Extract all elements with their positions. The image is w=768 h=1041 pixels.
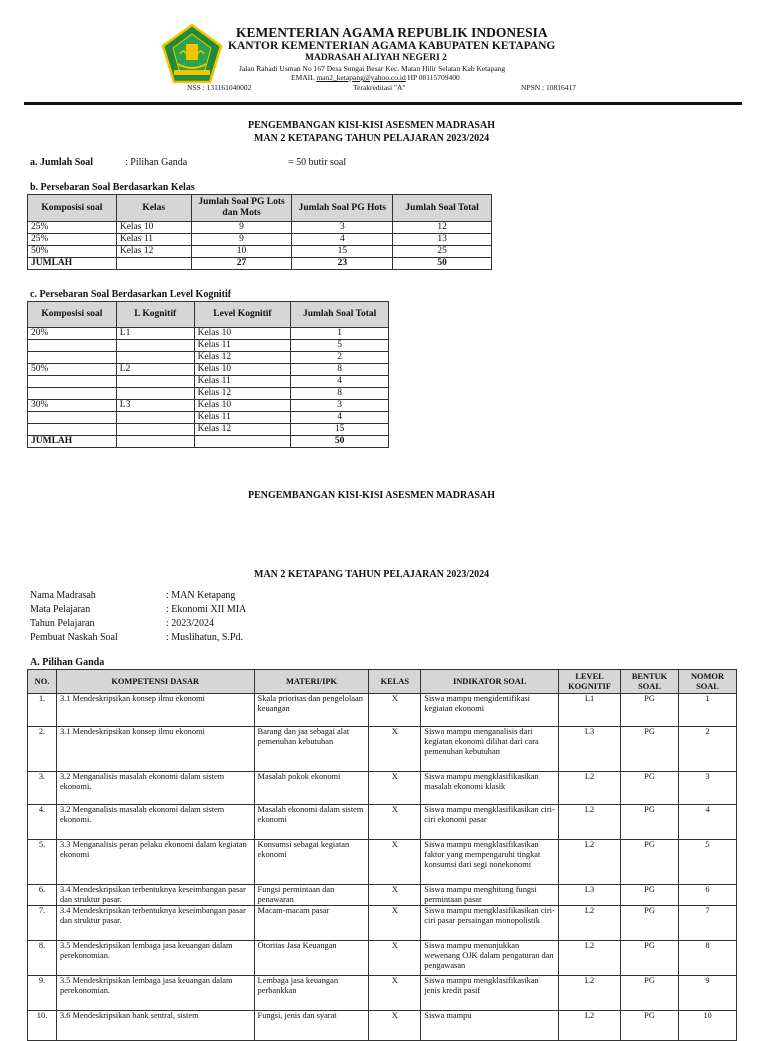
cell: Siswa mampu mengklasifikasikan masalah ekonomi klasik <box>421 772 559 805</box>
table-row <box>28 424 389 436</box>
cell: 4 <box>291 412 389 424</box>
table-header: Jumlah Soal Total <box>393 195 492 222</box>
table-persebaran-level <box>27 301 389 448</box>
cell <box>116 436 194 448</box>
cell: 50% <box>28 364 117 376</box>
section-a-title: A. Pilihan Ganda <box>30 657 105 668</box>
section-b-title: b. Persebaran Soal Berdasarkan Kelas <box>30 182 195 193</box>
cell <box>116 376 194 388</box>
cell: Macam-macam pasar <box>254 906 369 941</box>
header-contact: EMAIL man2_ketapang@yahoo.co.id HP 08115709400 <box>291 73 460 82</box>
cell: 50 <box>393 258 492 270</box>
cell: Siswa mampu mengidentifikasi kegiatan ekonomi <box>421 694 559 727</box>
cell: 25% <box>28 222 117 234</box>
cell: 15 <box>291 424 389 436</box>
cell: 27 <box>191 258 292 270</box>
doc-title-4: MAN 2 KETAPANG TAHUN PELAJARAN 2023/2024 <box>254 569 490 580</box>
header-npsn: NPSN : 10816417 <box>521 83 577 92</box>
cell: PG <box>621 941 679 976</box>
cell: PG <box>621 772 679 805</box>
table-row <box>28 400 389 412</box>
cell: 2. <box>28 727 57 772</box>
header-address: Jalan Rahadi Usman No 167 Desa Sungai Besar Kec. Matan Hilir Selatan Kab Ketapang <box>239 64 506 73</box>
cell: X <box>369 976 421 1011</box>
cell: X <box>369 906 421 941</box>
cell <box>28 412 117 424</box>
table-row <box>28 727 737 772</box>
jumlah-label: a. Jumlah Soal <box>30 157 94 168</box>
table-row <box>28 412 389 424</box>
table-header: Kelas <box>116 195 191 222</box>
cell: Kelas 10 <box>194 400 291 412</box>
cell: X <box>369 772 421 805</box>
cell: 3 <box>292 222 393 234</box>
kemenag-logo-icon <box>160 24 224 86</box>
header-line3: MADRASAH ALIYAH NEGERI 2 <box>305 53 447 63</box>
cell: L2 <box>559 1011 621 1041</box>
jumlah-type: : Pilihan Ganda <box>125 157 188 168</box>
cell: Siswa mampu mengklasifikasikan ciri-ciri ekonomi pasar <box>421 805 559 840</box>
info-label: Tahun Pelajaran <box>30 618 95 629</box>
header-divider <box>24 102 742 105</box>
cell: Siswa mampu menghitung fungsi permintaan pasar <box>421 885 559 906</box>
info-value: : Muslihatun, S.Pd. <box>166 632 243 643</box>
table-header: NOMOR SOAL <box>678 670 736 694</box>
header-line1: KEMENTERIAN AGAMA REPUBLIK INDONESIA <box>236 25 548 40</box>
table-header: L Kognitif <box>116 302 194 328</box>
cell: 3.4 Mendeskripsikan terbentuknya keseimbangan pasar dan struktur pasar. <box>56 906 254 941</box>
cell: 10 <box>678 1011 736 1041</box>
info-label: Mata Pelajaran <box>30 604 91 615</box>
table-header: Jumlah Soal PG Lots dan Mots <box>191 195 292 222</box>
table-row <box>28 805 737 840</box>
cell: L2 <box>116 364 194 376</box>
table-header: LEVEL KOGNITIF <box>559 670 621 694</box>
cell: 5. <box>28 840 57 885</box>
table-header: BENTUK SOAL <box>621 670 679 694</box>
table-header: INDIKATOR SOAL <box>421 670 559 694</box>
cell: 13 <box>393 234 492 246</box>
cell: Kelas 12 <box>194 388 291 400</box>
cell <box>28 424 117 436</box>
table-row <box>28 772 737 805</box>
cell: PG <box>621 805 679 840</box>
table-kisi-kisi <box>27 669 737 1041</box>
cell: 25 <box>393 246 492 258</box>
cell: 3 <box>678 772 736 805</box>
cell: L1 <box>559 694 621 727</box>
cell: Kelas 12 <box>194 352 291 364</box>
cell: 4 <box>291 376 389 388</box>
cell: Siswa mampu mengklasifikasikan faktor yang mempengaruhi tingkat konsumsi dari segi nonekonomi <box>421 840 559 885</box>
cell: 1 <box>291 328 389 340</box>
section-c-title: c. Persebaran Soal Berdasarkan Level Kognitif <box>30 289 232 300</box>
cell: L3 <box>559 885 621 906</box>
table-row <box>28 234 492 246</box>
cell: L2 <box>559 906 621 941</box>
cell: Fungsi permintaan dan penawaran <box>254 885 369 906</box>
cell: 4. <box>28 805 57 840</box>
cell: 3.6 Mendeskripsikan bank sentral, sistem <box>56 1011 254 1041</box>
table-row <box>28 376 389 388</box>
cell: L2 <box>559 941 621 976</box>
cell: 5 <box>678 840 736 885</box>
table-persebaran-kelas <box>27 194 492 270</box>
cell: 23 <box>292 258 393 270</box>
cell <box>28 340 117 352</box>
cell: X <box>369 885 421 906</box>
cell: Masalah pokok ekonomi <box>254 772 369 805</box>
cell: Kelas 10 <box>194 328 291 340</box>
header-akreditasi: Terakreditasi "A" <box>353 83 406 92</box>
table-row <box>28 885 737 906</box>
table-row <box>28 388 389 400</box>
cell: 5 <box>291 340 389 352</box>
cell: 9 <box>191 234 292 246</box>
cell: Kelas 10 <box>194 364 291 376</box>
cell: PG <box>621 1011 679 1041</box>
cell: 15 <box>292 246 393 258</box>
table-row <box>28 222 492 234</box>
cell: Kelas 10 <box>116 222 191 234</box>
cell: Skala prioritas dan pengelolaan keuangan <box>254 694 369 727</box>
cell: Kelas 11 <box>116 234 191 246</box>
cell: L2 <box>559 805 621 840</box>
cell: 50% <box>28 246 117 258</box>
cell: PG <box>621 906 679 941</box>
cell: 9 <box>191 222 292 234</box>
table-row <box>28 906 737 941</box>
cell: 8 <box>678 941 736 976</box>
table-row <box>28 364 389 376</box>
cell <box>116 258 191 270</box>
cell: X <box>369 727 421 772</box>
cell: 3.1 Mendeskripsikan konsep ilmu ekonomi <box>56 694 254 727</box>
cell: Kelas 12 <box>116 246 191 258</box>
cell: Siswa mampu mengklasifikasikan jenis kredit pasif <box>421 976 559 1011</box>
table-row <box>28 976 737 1011</box>
table-row <box>28 840 737 885</box>
info-label: Pembuat Naskah Soal <box>30 632 118 643</box>
cell: 8 <box>291 364 389 376</box>
table-row <box>28 340 389 352</box>
table-total-row <box>28 436 389 448</box>
cell: Siswa mampu menganalisis dari kegiatan ekonomi dilihat dari cara pemenuhan kebutuhan <box>421 727 559 772</box>
cell: 2 <box>678 727 736 772</box>
table-row <box>28 694 737 727</box>
email-link[interactable]: man2_ketapang@yahoo.co.id <box>316 73 406 82</box>
cell: 3.2 Menganalisis masalah ekonomi dalam sistem ekonomi. <box>56 805 254 840</box>
cell <box>194 436 291 448</box>
cell: Fungsi, jenis dan syarat <box>254 1011 369 1041</box>
doc-title-1: PENGEMBANGAN KISI-KISI ASESMEN MADRASAH <box>248 120 495 131</box>
cell: X <box>369 840 421 885</box>
cell: Konsumsi sebagai kegiatan ekonomi <box>254 840 369 885</box>
cell: 50 <box>291 436 389 448</box>
cell: Kelas 12 <box>194 424 291 436</box>
cell: Kelas 11 <box>194 376 291 388</box>
cell: 7. <box>28 906 57 941</box>
cell: 25% <box>28 234 117 246</box>
table-header: KOMPETENSI DASAR <box>56 670 254 694</box>
cell: X <box>369 694 421 727</box>
cell: L2 <box>559 976 621 1011</box>
cell: 3.5 Mendeskripsikan lembaga jasa keuangan dalam perekonomian. <box>56 941 254 976</box>
cell: 9. <box>28 976 57 1011</box>
cell: 4 <box>292 234 393 246</box>
cell: Lembaga jasa keuangan perbankkan <box>254 976 369 1011</box>
cell: L3 <box>559 727 621 772</box>
cell: X <box>369 805 421 840</box>
table-row <box>28 941 737 976</box>
cell: JUMLAH <box>28 258 117 270</box>
cell: 3.1 Mendeskripsikan konsep ilmu ekonomi <box>56 727 254 772</box>
cell: JUMLAH <box>28 436 117 448</box>
cell <box>116 352 194 364</box>
table-row <box>28 328 389 340</box>
cell: 1 <box>678 694 736 727</box>
cell <box>28 388 117 400</box>
cell: L2 <box>559 840 621 885</box>
jumlah-value: = 50 butir soal <box>288 157 347 168</box>
cell: 30% <box>28 400 117 412</box>
table-header: Level Kognitif <box>194 302 291 328</box>
cell: 6 <box>678 885 736 906</box>
table-header: MATERI/IPK <box>254 670 369 694</box>
cell <box>116 424 194 436</box>
header-nss: NSS : 131161040002 <box>187 83 252 92</box>
table-row <box>28 246 492 258</box>
cell <box>28 352 117 364</box>
header-line2: KANTOR KEMENTERIAN AGAMA KABUPATEN KETAPANG <box>228 40 556 52</box>
table-header: NO. <box>28 670 57 694</box>
doc-title-3: PENGEMBANGAN KISI-KISI ASESMEN MADRASAH <box>248 490 495 501</box>
cell: 2 <box>291 352 389 364</box>
cell: 9 <box>678 976 736 1011</box>
cell: X <box>369 941 421 976</box>
cell: PG <box>621 885 679 906</box>
table-header: Komposisi soal <box>28 302 117 328</box>
cell: Siswa mampu <box>421 1011 559 1041</box>
cell: 7 <box>678 906 736 941</box>
cell: L3 <box>116 400 194 412</box>
cell: 10 <box>191 246 292 258</box>
cell: 4 <box>678 805 736 840</box>
cell: X <box>369 1011 421 1041</box>
cell <box>116 412 194 424</box>
cell: 3. <box>28 772 57 805</box>
cell: 10. <box>28 1011 57 1041</box>
cell: Barang dan jaa sebagai alat pemenuhan kebutuhan <box>254 727 369 772</box>
cell: 20% <box>28 328 117 340</box>
cell: 3.5 Mendeskripsikan lembaga jasa keuangan dalam perekonomian. <box>56 976 254 1011</box>
cell: 12 <box>393 222 492 234</box>
table-row <box>28 1011 737 1041</box>
cell: 8 <box>291 388 389 400</box>
table-header: KELAS <box>369 670 421 694</box>
doc-title-2: MAN 2 KETAPANG TAHUN PELAJARAN 2023/2024 <box>254 133 490 144</box>
cell: PG <box>621 976 679 1011</box>
info-value: : 2023/2024 <box>166 618 215 629</box>
cell: Kelas 11 <box>194 340 291 352</box>
info-label: Nama Madrasah <box>30 590 96 601</box>
cell: Masalah ekonomi dalam sistem ekonomi <box>254 805 369 840</box>
info-value: : MAN Ketapang <box>166 590 236 601</box>
table-row <box>28 352 389 364</box>
cell: 3.3 Menganalisis peran pelaku ekonomi dalam kegiatan ekonomi <box>56 840 254 885</box>
cell: PG <box>621 840 679 885</box>
cell: 3.2 Menganalisis masalah ekonomi dalam sistem ekonomi. <box>56 772 254 805</box>
cell <box>116 340 194 352</box>
cell: Otoritas Jasa Keuangan <box>254 941 369 976</box>
table-total-row <box>28 258 492 270</box>
cell <box>28 376 117 388</box>
cell: 3 <box>291 400 389 412</box>
cell: Kelas 11 <box>194 412 291 424</box>
cell: L1 <box>116 328 194 340</box>
table-header: Jumlah Soal Total <box>291 302 389 328</box>
info-value: : Ekonomi XII MIA <box>166 604 247 615</box>
cell: PG <box>621 694 679 727</box>
cell: Siswa mampu mengklasifikasikan ciri-ciri pasar persaingan monopolistik <box>421 906 559 941</box>
cell: 1. <box>28 694 57 727</box>
cell: 8. <box>28 941 57 976</box>
cell <box>116 388 194 400</box>
cell: Siswa mampu menunjukkan wewenang OJK dalam pengaturan dan pengawasan <box>421 941 559 976</box>
table-header: Jumlah Soal PG Hots <box>292 195 393 222</box>
cell: PG <box>621 727 679 772</box>
table-header: Komposisi soal <box>28 195 117 222</box>
cell: L2 <box>559 772 621 805</box>
cell: 3.4 Mendeskripsikan terbentuknya keseimbangan pasar dan struktur pasar. <box>56 885 254 906</box>
cell: 6. <box>28 885 57 906</box>
